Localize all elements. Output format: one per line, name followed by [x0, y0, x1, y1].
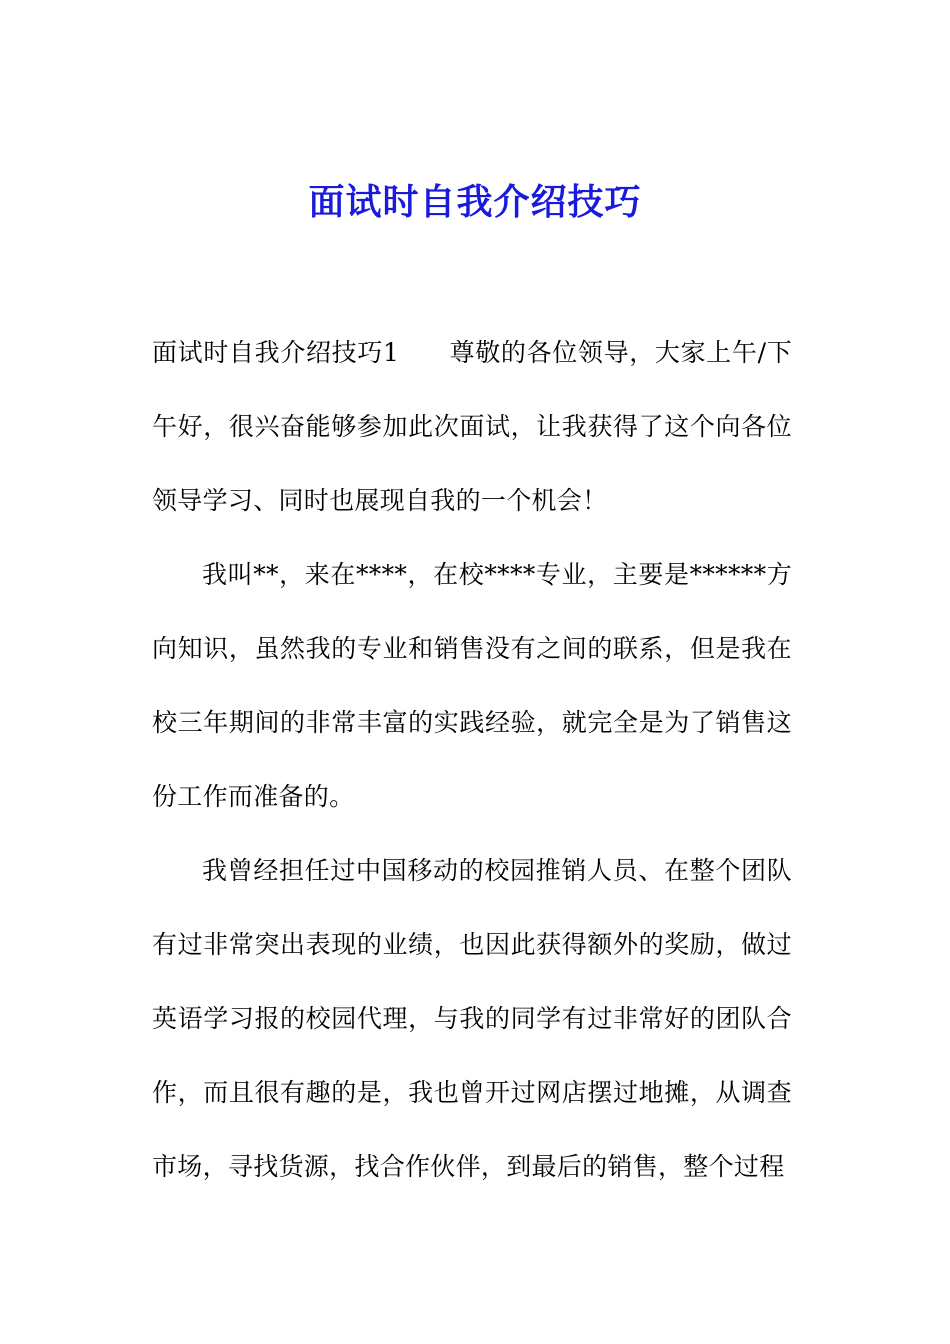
paragraph-1-text: 尊敬的各位领导，大家上午/下午好，很兴奋能够参加此次面试，让我获得了这个向各位领导学习、同时也展现自我的一个机会！: [152, 338, 792, 515]
paragraph-3: 我曾经担任过中国移动的校园推销人员、在整个团队有过非常突出表现的业绩，也因此获得额外的奖励，做过英语学习报的校园代理，与我的同学有过非常好的团队合作，而且很有趣的是，我也曾开过网店摆过地摊，从调查市场，寻找货源，找合作伙伴，到最后的销售，整个过程: [152, 856, 792, 1181]
document-title: 面试时自我介绍技巧: [308, 181, 642, 223]
document-body: [152, 316, 792, 1204]
paragraph-1-heading: 面试时自我介绍技巧1: [152, 338, 400, 367]
paragraph-2: 我叫**，来在****，在校****专业，主要是******方向知识，虽然我的专业和销售没有之间的联系，但是我在校三年期间的非常丰富的实践经验，就完全是为了销售这份工作而准备的。: [152, 560, 792, 811]
paragraph-1: [152, 316, 792, 538]
